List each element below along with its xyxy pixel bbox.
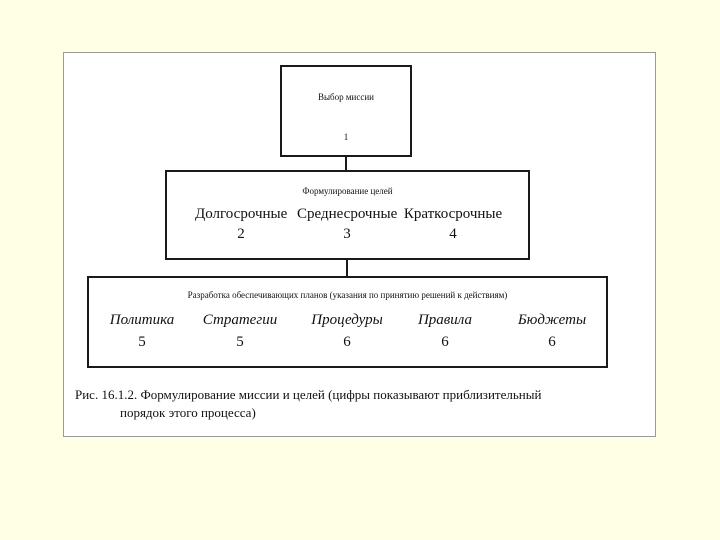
connector-mission-goals xyxy=(345,157,347,170)
goals-number-mid-term: 3 xyxy=(343,226,351,242)
plans-number-rules: 6 xyxy=(441,334,449,350)
plans-box xyxy=(87,276,608,368)
mission-title: Выбор миссии xyxy=(317,92,374,102)
caption-line-1: Рис. 16.1.2. Формулирование миссии и целей (цифры показывают приблизительный xyxy=(75,387,542,402)
mission-number: 1 xyxy=(343,132,349,142)
plans-number-policy: 5 xyxy=(138,334,146,350)
caption-line-2: порядок этого процесса) xyxy=(120,405,256,420)
mission-box xyxy=(280,65,412,157)
plans-number-strategies: 5 xyxy=(236,334,244,350)
goals-item-short-term: Краткосрочные xyxy=(403,206,503,222)
goals-item-long-term: Долгосрочные xyxy=(195,206,288,222)
goals-item-mid-term: Среднесрочные xyxy=(297,206,398,222)
plans-item-budgets: Бюджеты xyxy=(517,312,587,328)
plans-item-policy: Политика xyxy=(109,312,175,328)
goals-title: Формулирование целей xyxy=(302,186,393,196)
plans-number-procedures: 6 xyxy=(343,334,351,350)
connector-goals-plans xyxy=(346,260,348,276)
plans-item-rules: Правила xyxy=(417,312,473,328)
plans-item-strategies: Стратегии xyxy=(202,312,278,328)
goals-number-short-term: 4 xyxy=(449,226,457,242)
figure-caption xyxy=(75,386,595,422)
goals-number-long-term: 2 xyxy=(237,226,245,242)
goals-box xyxy=(165,170,530,260)
plans-number-budgets: 6 xyxy=(548,334,556,350)
plans-title: Разработка обеспечивающих планов (указания по принятию решений к действиям) xyxy=(187,290,508,300)
plans-item-procedures: Процедуры xyxy=(311,312,383,328)
